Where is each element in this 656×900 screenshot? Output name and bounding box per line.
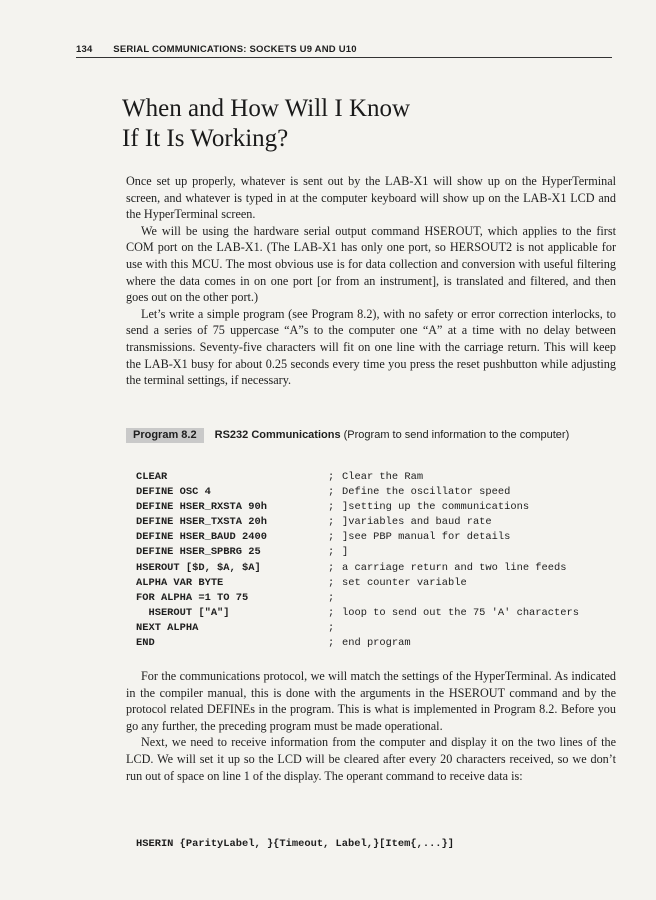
code-comment xyxy=(342,591,626,606)
code-comment: end program xyxy=(342,637,411,650)
paragraph: Let’s write a simple program (see Program 8.2), with no safety or error correction interlocks, to send a series of 75 uppercase “A”s to the computer one “A” at a time with no delay between transmissions. Seventy-five characters will fit on one line with the carriage return. This will keep the LAB-X1 busy for about 0.25 seconds every time you press the reset pushbutton while adjusting the terminal settings, if necessary. xyxy=(126,306,616,388)
code-comment: ]setting up the communications xyxy=(342,501,530,514)
code-line xyxy=(136,530,626,545)
section-title-line2: If It Is Working? xyxy=(122,125,289,152)
code-statement: DEFINE HSER_SPBRG 25 xyxy=(136,546,261,559)
code-statement: DEFINE HSER_BAUD 2400 xyxy=(136,531,267,544)
code-comment: a carriage return and two line feeds xyxy=(342,561,567,574)
code-line xyxy=(136,515,626,530)
comment-separator: ; xyxy=(328,576,335,589)
after-text xyxy=(126,668,616,784)
code-line xyxy=(136,500,626,515)
code-comment: ]see PBP manual for details xyxy=(342,531,511,544)
code-statement: NEXT ALPHA xyxy=(136,621,199,634)
paragraph: For the communications protocol, we will match the settings of the HyperTerminal. As indicated in the compiler manual, this is done with the arguments in the HSEROUT command and by the protocol related DEFINEs in the program. This is what is implemented in Program 8.2. Before you go any further, the preceding program must be made operational. xyxy=(126,669,616,733)
program-listing xyxy=(136,470,626,651)
program-caption xyxy=(126,428,606,443)
code-comment: Define the oscillator speed xyxy=(342,486,511,499)
code-line xyxy=(136,470,626,485)
code-statement: DEFINE HSER_RXSTA 90h xyxy=(136,501,267,514)
comment-separator: ; xyxy=(328,637,335,650)
code-line xyxy=(136,636,626,651)
intro-text xyxy=(126,173,616,389)
comment-separator: ; xyxy=(328,546,335,559)
code-comment: ] xyxy=(342,546,349,559)
paragraph: Next, we need to receive information from the computer and display it on the two lines of the LCD. We will set it up so the LCD will be cleared after every 20 characters received, so we don’t run out of space on line 1 of the display. The operant command to receive data is: xyxy=(126,735,616,783)
page-number: 134 xyxy=(76,44,93,55)
code-comment: ]variables and baud rate xyxy=(342,516,492,529)
comment-separator: ; xyxy=(328,531,335,544)
comment-separator: ; xyxy=(328,621,335,634)
program-title: RS232 Communications xyxy=(214,429,341,441)
code-comment: set counter variable xyxy=(342,576,467,589)
running-header xyxy=(76,44,612,58)
program-subtitle: (Program to send information to the computer) xyxy=(343,429,570,441)
code-statement: HSEROUT [$D, $A, $A] xyxy=(136,561,261,574)
code-comment xyxy=(342,621,626,636)
code-line xyxy=(136,545,626,560)
code-statement: HSEROUT ["A"] xyxy=(136,606,230,619)
paragraph: Once set up properly, whatever is sent out by the LAB-X1 will show up on the HyperTerminal screen, and whatever is typed in at the computer keyboard will show up on the LAB-X1 LCD and the HyperTerminal screen. xyxy=(126,174,616,222)
code-line xyxy=(136,591,626,606)
code-statement: ALPHA VAR BYTE xyxy=(136,576,224,589)
comment-separator: ; xyxy=(328,501,335,514)
comment-separator: ; xyxy=(328,606,335,619)
section-title-line1: When and How Will I Know xyxy=(122,95,411,122)
code-comment: Clear the Ram xyxy=(342,471,424,483)
running-title: SERIAL COMMUNICATIONS: SOCKETS U9 AND U10 xyxy=(113,44,357,55)
comment-separator: ; xyxy=(328,591,335,604)
comment-separator: ; xyxy=(328,471,335,483)
code-comment: loop to send out the 75 'A' characters xyxy=(342,606,579,619)
code-statement: DEFINE HSER_TXSTA 20h xyxy=(136,516,267,529)
hserin-syntax: HSERIN {ParityLabel, }{Timeout, Label,}[Item{,...}] xyxy=(136,838,455,850)
comment-separator: ; xyxy=(328,516,335,529)
code-line xyxy=(136,561,626,576)
code-statement: END xyxy=(136,637,155,650)
paragraph: We will be using the hardware serial output command HSEROUT, which applies to the first COM port on the LAB-X1. (The LAB-X1 has only one port, so HERSOUT2 is not applicable for use with this MCU. The most obvious use is for data collection and conversion with useful filtering where the data comes in on one port [or from an instrument], is translated and filtered, and then goes out on the other port.) xyxy=(126,223,616,305)
comment-separator: ; xyxy=(328,486,335,499)
code-statement: FOR ALPHA =1 TO 75 xyxy=(136,591,249,604)
code-statement: CLEAR xyxy=(136,471,168,483)
code-line xyxy=(136,621,626,636)
code-line xyxy=(136,485,626,500)
code-line xyxy=(136,606,626,621)
comment-separator: ; xyxy=(328,561,335,574)
program-label: Program 8.2 xyxy=(126,428,204,443)
section-title xyxy=(122,94,602,154)
code-statement: DEFINE OSC 4 xyxy=(136,486,211,499)
code-line xyxy=(136,576,626,591)
